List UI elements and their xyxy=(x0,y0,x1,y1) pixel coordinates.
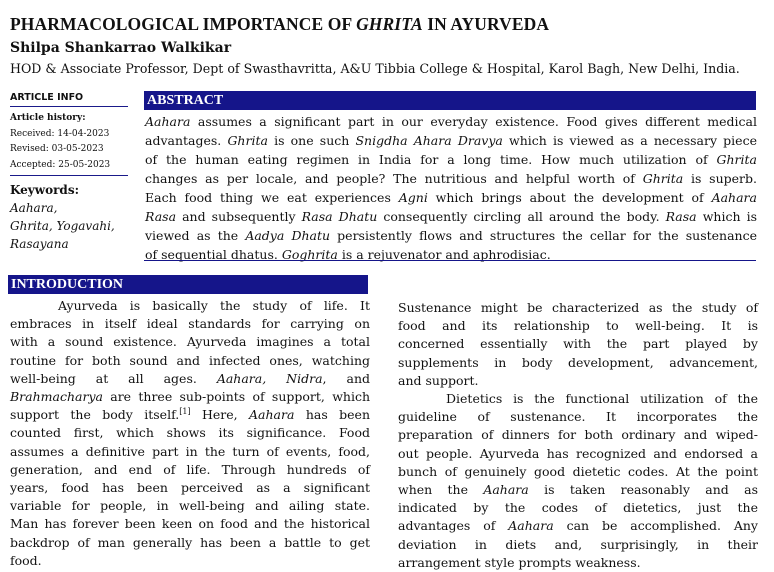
keywords-line-3: Rasayana xyxy=(10,237,69,251)
text-run: consequently circling all around the body. xyxy=(377,209,666,224)
italic-term: Aahara xyxy=(145,114,191,129)
text-run: advantages of xyxy=(398,518,509,534)
text-line xyxy=(398,554,758,572)
text-line xyxy=(398,317,758,335)
text-run: variable for people, in well-being and ailing state. xyxy=(10,498,370,514)
text-run: deviation in diets and, surprisingly, in their xyxy=(398,536,758,552)
text-line xyxy=(145,226,757,245)
abstract-heading: ABSTRACT xyxy=(144,91,756,110)
text-line xyxy=(398,408,758,426)
italic-term: Aahara xyxy=(249,407,295,423)
italic-term: Aahara xyxy=(483,482,529,498)
italic-term: Aahara xyxy=(508,518,554,534)
text-run: counted first, which shows its significance. Food xyxy=(10,425,370,441)
text-run: supplements in body development, advancement, xyxy=(398,354,758,370)
text-run: Here, xyxy=(190,407,250,423)
text-run: of the human eating regimen in India for a long time. How much utilization of xyxy=(145,152,717,167)
text-line xyxy=(145,169,757,188)
text-line xyxy=(398,299,758,317)
author-name: Shilpa Shankarrao Walkikar xyxy=(10,40,232,56)
article-info-panel xyxy=(10,92,128,253)
text-run: persistently flows and structures the cellar for the sustenance xyxy=(330,228,757,243)
text-run: Man has forever been keen on food and the historical xyxy=(10,516,370,532)
revised-date: Revised: 03-05-2023 xyxy=(10,144,104,154)
text-line xyxy=(10,388,370,406)
italic-term: Ghrita xyxy=(227,133,268,148)
text-run: is one such xyxy=(267,133,356,148)
text-run: years, food has been perceived as a significant xyxy=(10,480,370,496)
text-run: viewed as the xyxy=(145,228,246,243)
text-run: which is viewed as a necessary piece xyxy=(502,133,757,148)
text-line xyxy=(10,552,370,570)
text-run: Sustenance might be characterized as the study of xyxy=(398,300,758,315)
italic-term: Brahmacharya xyxy=(10,389,103,405)
text-run: are three sub-points of support, which xyxy=(102,389,370,405)
text-line xyxy=(10,297,370,315)
abstract-body xyxy=(145,112,757,264)
text-run: changes as per locale, and people? The nutritious and helpful worth of xyxy=(145,171,643,186)
text-line xyxy=(10,515,370,533)
text-line xyxy=(398,354,758,372)
keywords xyxy=(10,181,128,253)
text-line xyxy=(10,370,370,388)
text-run: is superb. xyxy=(683,171,757,186)
paper-title: PHARMACOLOGICAL IMPORTANCE OF GHRITA IN AYURVEDA xyxy=(10,14,550,34)
received-date: Received: 14-04-2023 xyxy=(10,128,110,139)
text-run: food and its relationship to well-being. It is xyxy=(398,318,758,334)
italic-term: Aadya Dhatu xyxy=(245,228,331,243)
italic-term: Goghrita xyxy=(281,247,338,262)
text-line xyxy=(398,390,758,408)
text-run: Ayurveda is basically the study of life. It xyxy=(58,298,370,313)
text-run: assumes a significant part in our everyday existence. Food gives different medical xyxy=(190,114,757,129)
text-run: well-being at all ages. xyxy=(10,370,217,386)
text-run: generation, and end of life. Through hundreds of xyxy=(10,461,370,477)
accepted-date: Accepted: 25-05-2023 xyxy=(10,159,111,170)
text-run: is taken reasonably and as xyxy=(528,482,758,498)
text-run: preparation of dinners for both ordinary and wiped- xyxy=(398,427,758,443)
text-run: when the xyxy=(398,482,484,498)
text-line xyxy=(398,463,758,481)
text-run: assumes a definitive part in the turn of events, food, xyxy=(10,443,370,459)
italic-term: Aahara xyxy=(711,190,757,205)
text-run: which is xyxy=(696,209,757,224)
text-line xyxy=(10,461,370,479)
text-run: is a rejuvenator and aphrodisiac. xyxy=(337,247,551,262)
text-run: has been xyxy=(294,407,370,423)
text-run: food. xyxy=(10,552,42,568)
text-line xyxy=(10,333,370,351)
text-run: , and xyxy=(322,370,370,386)
text-run: embraces in itself ideal standards for carrying on xyxy=(10,316,370,332)
text-run: can be accomplished. Any xyxy=(553,518,758,534)
text-run: arrangement style prompts weakness. xyxy=(398,554,641,570)
article-info-divider xyxy=(10,175,128,176)
text-line xyxy=(10,443,370,461)
text-run: with a sound existence. Ayurveda imagines a total xyxy=(10,334,370,350)
text-run: advantages. xyxy=(145,133,228,148)
text-line xyxy=(145,131,757,150)
text-run: bunch of genuinely good dietetic codes. At the point xyxy=(398,463,758,479)
text-line xyxy=(10,497,370,515)
text-run: and support. xyxy=(398,372,479,388)
text-line xyxy=(10,424,370,442)
text-run: routine for both sound and infected ones, watching xyxy=(10,352,370,368)
italic-term: Agni xyxy=(398,190,428,205)
text-run: guideline of sustenance. It incorporates the xyxy=(398,409,758,425)
text-run: support the body itself. xyxy=(10,407,180,423)
italic-term: Rasa xyxy=(145,209,177,224)
text-line xyxy=(398,335,758,353)
italic-term: Ghrita xyxy=(642,171,684,186)
text-run: and subsequently xyxy=(176,209,302,224)
introduction-right-column xyxy=(398,299,758,572)
text-line xyxy=(145,150,757,169)
text-run: out people. Ayurveda has recognized and endorsed a xyxy=(398,445,758,461)
text-run: Dietetics is the functional utilization of the xyxy=(446,391,758,407)
text-line xyxy=(398,517,758,535)
italic-term: Rasa xyxy=(665,209,697,224)
article-history-label: Article history: xyxy=(10,113,86,123)
text-run: indicated by the codes of dietetics, just the xyxy=(398,500,758,516)
italic-term: [1] xyxy=(179,407,191,417)
article-info-heading: ARTICLE INFO xyxy=(10,92,128,107)
author-affiliation: HOD & Associate Professor, Dept of Swasthavritta, A&U Tibbia College & Hospital, Karol Bagh, New Delhi, India. xyxy=(10,61,740,76)
text-line xyxy=(398,536,758,554)
text-line xyxy=(145,112,757,131)
keywords-label: Keywords: xyxy=(10,183,80,197)
text-run: which brings about the development of xyxy=(427,190,712,205)
text-line xyxy=(145,207,757,226)
text-line xyxy=(398,372,758,390)
italic-term: Rasa Dhatu xyxy=(301,209,378,224)
text-line xyxy=(398,499,758,517)
text-run: of sequential dhatus. xyxy=(145,247,282,262)
introduction-left-column xyxy=(10,297,370,570)
italic-term: Aahara, Nidra xyxy=(216,370,323,386)
text-line xyxy=(10,406,370,424)
text-line xyxy=(145,245,757,264)
text-line xyxy=(10,479,370,497)
text-line xyxy=(10,352,370,370)
text-run: Each food thing we eat experiences xyxy=(145,190,399,205)
abstract-divider xyxy=(144,260,756,261)
text-line xyxy=(398,481,758,499)
keywords-line-2: Ghrita, Yogavahi, xyxy=(10,219,115,233)
text-line xyxy=(10,315,370,333)
italic-term: Snigdha Ahara Dravya xyxy=(355,133,503,148)
text-line xyxy=(398,426,758,444)
text-line xyxy=(10,534,370,552)
text-run: backdrop of man generally has been a battle to get xyxy=(10,534,370,550)
text-run: concerned essentially with the part played by xyxy=(398,336,758,352)
text-line xyxy=(145,188,757,207)
introduction-heading: INTRODUCTION xyxy=(8,275,368,294)
keywords-line-1: Aahara, xyxy=(10,201,58,215)
text-line xyxy=(398,445,758,463)
italic-term: Ghrita xyxy=(716,152,757,167)
